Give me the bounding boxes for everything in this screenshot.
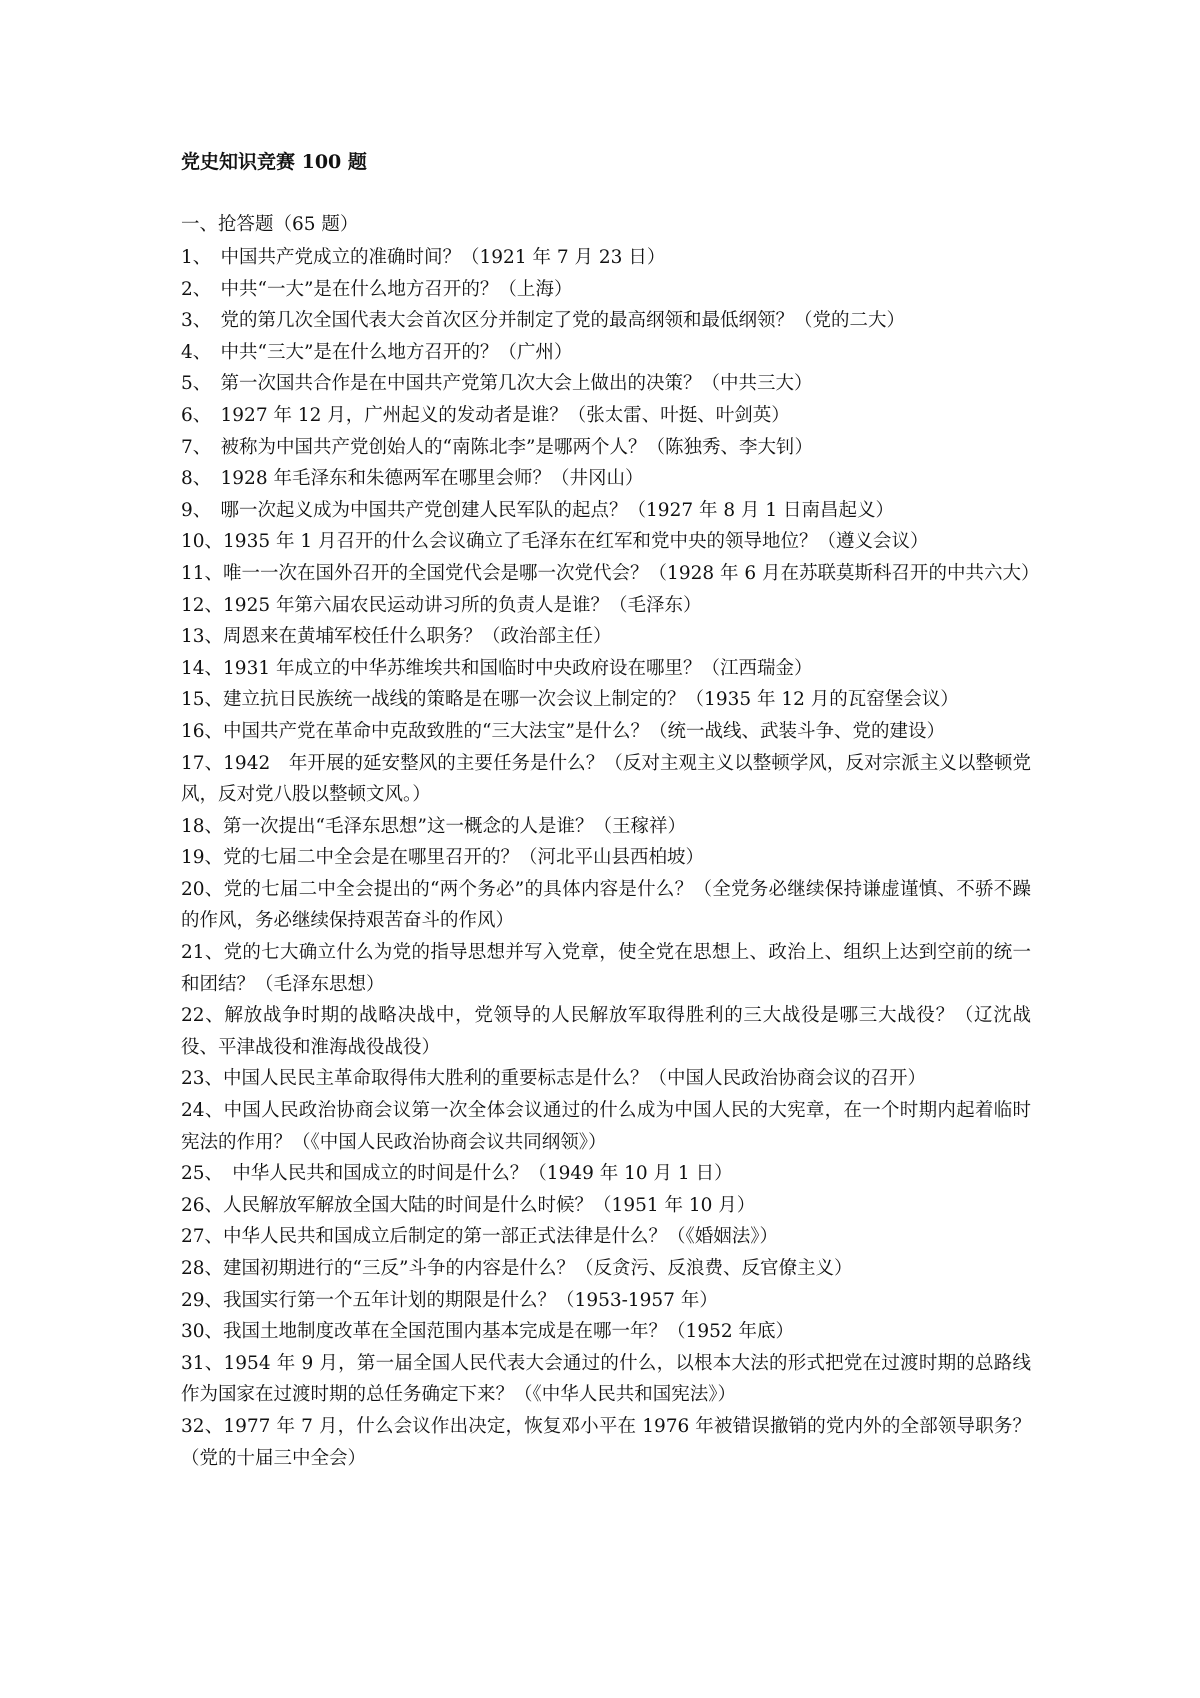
question-item: 26、人民解放军解放全国大陆的时间是什么时候？（1951 年 10 月） <box>181 1194 756 1216</box>
question-item: 2、 中共“一大”是在什么地方召开的？（上海） <box>181 278 573 300</box>
question-item: 23、中国人民民主革命取得伟大胜利的重要标志是什么？（中国人民政治协商会议的召开） <box>181 1068 927 1090</box>
question-item: 11、唯一一次在国外召开的全国党代会是哪一次党代会？（1928 年 6 月在苏联莫斯科召开的中共六大） <box>181 562 1040 584</box>
question-item: 13、周恩来在黄埔军校任什么职务？（政治部主任） <box>181 626 612 648</box>
question-item: 5、 第一次国共合作是在中国共产党第几次大会上做出的决策？（中共三大） <box>181 373 813 395</box>
question-item: 8、 1928 年毛泽东和朱德两军在哪里会师？（井冈山） <box>181 468 644 490</box>
question-item: 27、中华人民共和国成立后制定的第一部正式法律是什么？（《婚姻法》） <box>181 1226 779 1248</box>
question-item: 25、 中华人民共和国成立的时间是什么？（1949 年 10 月 1 日） <box>181 1163 733 1185</box>
question-item: 7、 被称为中国共产党创始人的“南陈北李”是哪两个人？（陈独秀、李大钊） <box>181 436 813 458</box>
question-item: 17、1942 年开展的延安整风的主要任务是什么？（反对主观主义以整顿学风，反对宗派主义以整顿党风，反对党八股以整顿文风。） <box>181 752 1031 806</box>
question-item: 12、1925 年第六届农民运动讲习所的负责人是谁？（毛泽东） <box>181 594 702 616</box>
question-item: 29、我国实行第一个五年计划的期限是什么？（1953-1957 年） <box>181 1289 718 1311</box>
document-title: 党史知识竞赛 100 题 <box>181 151 367 173</box>
question-item: 21、党的七大确立什么为党的指导思想并写入党章，使全党在思想上、政治上、组织上达到空前的统一和团结？（毛泽东思想） <box>181 942 1031 995</box>
question-item: 18、第一次提出“毛泽东思想”这一概念的人是谁？（王稼祥） <box>181 815 686 837</box>
question-item: 24、中国人民政治协商会议第一次全体会议通过的什么成为中国人民的大宪章，在一个时期内起着临时宪法的作用？（《中国人民政治协商会议共同纲领》） <box>181 1100 1031 1153</box>
question-item: 4、 中共“三大”是在什么地方召开的？（广州） <box>181 341 573 363</box>
question-item: 32、1977 年 7 月，什么会议作出决定，恢复邓小平在 1976 年被错误撤销的党内外的全部领导职务？（党的十届三中全会） <box>181 1415 1031 1469</box>
question-item: 28、建国初期进行的“三反”斗争的内容是什么？（反贪污、反浪费、反官僚主义） <box>181 1258 853 1279</box>
question-item: 15、建立抗日民族统一战线的策略是在哪一次会议上制定的？（1935 年 12 月的瓦窑堡会议） <box>181 689 959 711</box>
question-item: 16、中国共产党在革命中克敌致胜的“三大法宝”是什么？（统一战线、武装斗争、党的建设） <box>181 720 945 742</box>
question-item: 1、 中国共产党成立的准确时间？（1921 年 7 月 23 日） <box>181 247 666 268</box>
section-heading: 一、抢答题（65 题） <box>181 214 359 235</box>
question-item: 6、 1927 年 12 月，广州起义的发动者是谁？（张太雷、叶挺、叶剑英） <box>181 404 790 426</box>
question-item: 14、1931 年成立的中华苏维埃共和国临时中央政府设在哪里？（江西瑞金） <box>181 657 813 679</box>
question-item: 10、1935 年 1 月召开的什么会议确立了毛泽东在红军和党中央的领导地位？（遵义会议） <box>181 531 929 553</box>
question-item: 19、党的七届二中全会是在哪里召开的？（河北平山县西柏坡） <box>181 847 705 869</box>
question-item: 31、1954 年 9 月，第一届全国人民代表大会通过的什么，以根本大法的形式把党在过渡时期的总路线作为国家在过渡时期的总任务确定下来？（《中华人民共和国宪法》） <box>181 1352 1031 1406</box>
question-item: 20、党的七届二中全会提出的“两个务必”的具体内容是什么？（全党务必继续保持谦虚谨慎、不骄不躁的作风，务必继续保持艰苦奋斗的作风） <box>181 878 1031 932</box>
question-item: 22、解放战争时期的战略决战中，党领导的人民解放军取得胜利的三大战役是哪三大战役？（辽沈战役、平津战役和淮海战役战役） <box>181 1005 1031 1058</box>
question-list <box>181 242 1040 1474</box>
question-item: 9、 哪一次起义成为中国共产党创建人民军队的起点？（1927 年 8 月 1 日南昌起义） <box>181 499 895 521</box>
question-item: 30、我国土地制度改革在全国范围内基本完成是在哪一年？（1952 年底） <box>181 1321 795 1343</box>
question-item: 3、 党的第几次全国代表大会首次区分并制定了党的最高纲领和最低纲领？（党的二大） <box>181 310 906 332</box>
